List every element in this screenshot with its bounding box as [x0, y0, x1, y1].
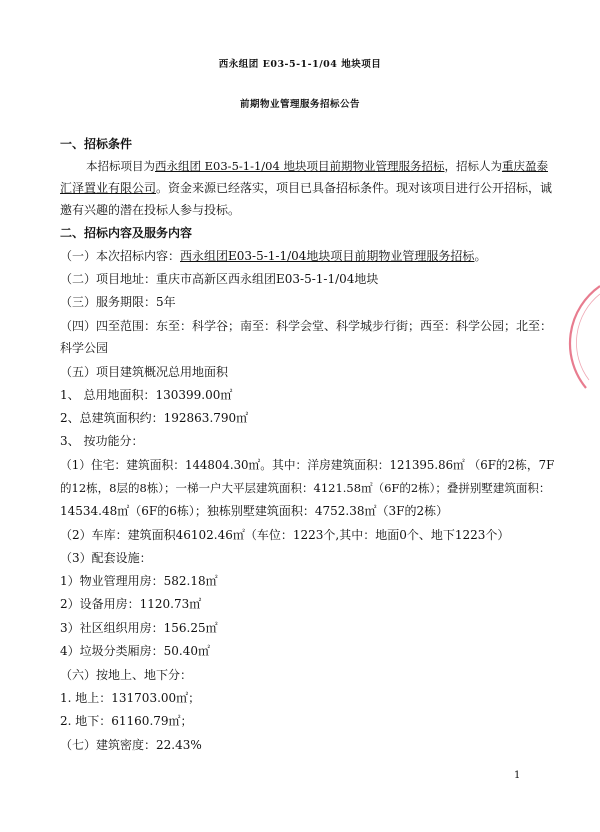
page-number: 1: [514, 770, 521, 781]
item-building-overview: （五）项目建筑概况总用地面积: [60, 365, 229, 379]
tenderer-name-underlined: 重庆盈泰: [501, 159, 548, 173]
below-ground-area: 2. 地下：61160.79㎡；: [60, 714, 193, 728]
text-segment: （一）本次招标内容：: [60, 249, 181, 263]
red-seal-stamp-edge: [556, 282, 600, 392]
residential-line2: 的12栋，8层的8栋）；一梯一户大平层建筑面积：4121.58㎡（6F的2栋）；叠拼别墅建筑面积：: [60, 481, 551, 495]
facility-community: 3）社区组织用房：156.25㎡: [60, 621, 218, 635]
document-title-line2: 前期物业管理服务招标公告: [239, 99, 360, 110]
text-segment: 本招标项目为: [86, 159, 155, 173]
item-project-address: （二）项目地址：重庆市高新区西永组团E03-5-1-1/04地块: [60, 272, 379, 286]
paragraph-conditions-line1: [86, 156, 548, 177]
document-title-line1: 西永组团 E03-5-1-1/04 地块项目: [218, 59, 382, 70]
total-land-area: 1、 总用地面积：130399.00㎡: [60, 388, 233, 402]
paragraph-conditions-line3: 邀有兴趣的潜在投标人参与投标。: [60, 203, 241, 217]
facilities-heading: （3）配套设施：: [60, 551, 152, 565]
item-service-period: （三）服务期限：5年: [60, 295, 176, 309]
garage-area: （2）车库：建筑面积46102.46㎡（车位：1223个,其中：地面0个、地下1223个）: [60, 528, 510, 542]
facility-property-management: 1）物业管理用房：582.18㎡: [60, 574, 218, 588]
facility-equipment: 2）设备用房：1120.73㎡: [60, 597, 202, 611]
facility-garbage: 4）垃圾分类厢房：50.40㎡: [60, 644, 210, 658]
total-building-area: 2、总建筑面积约：192863.790㎡: [60, 411, 249, 425]
project-name-underlined: 西永组团 E03-5-1-1/04 地块项目前期物业管理服务招标: [155, 159, 445, 173]
item-boundary-line2: 科学公园: [60, 341, 109, 355]
text-segment: 。资金来源已经落实，项目已具备招标条件。现对该项目进行公开招标，诚: [156, 181, 553, 195]
text-segment: 。: [474, 249, 487, 263]
text-segment: ，招标人为: [444, 159, 502, 173]
item-above-below-ground: （六）按地上、地下分：: [60, 668, 193, 682]
building-density: （七）建筑密度：22.43%: [60, 738, 202, 752]
residential-line3: 14534.48㎡（6F的6栋）；独栋别墅建筑面积：4752.38㎡（3F的2栋）: [60, 504, 449, 518]
above-ground-area: 1. 地上：131703.00㎡；: [60, 691, 201, 705]
section-heading-content: 二、招标内容及服务内容: [60, 226, 193, 240]
residential-line1: （1）住宅：建筑面积：144804.30㎡。其中：洋房建筑面积：121395.86㎡ （6F的2栋，7F: [60, 458, 555, 472]
by-function-heading: 3、 按功能分：: [60, 434, 144, 448]
paragraph-conditions-line2: [60, 178, 552, 199]
project-name-underlined: 西永组团E03-5-1-1/04地块项目前期物业管理服务招标: [180, 249, 475, 263]
section-heading-conditions: 一、招标条件: [60, 137, 133, 151]
item-tender-content: [60, 246, 486, 267]
item-boundary-line1: （四）四至范围：东至：科学谷；南至：科学会堂、科学城步行街；西至：科学公园；北至：: [60, 319, 553, 333]
tenderer-name-underlined: 汇泽置业有限公司: [60, 181, 157, 195]
